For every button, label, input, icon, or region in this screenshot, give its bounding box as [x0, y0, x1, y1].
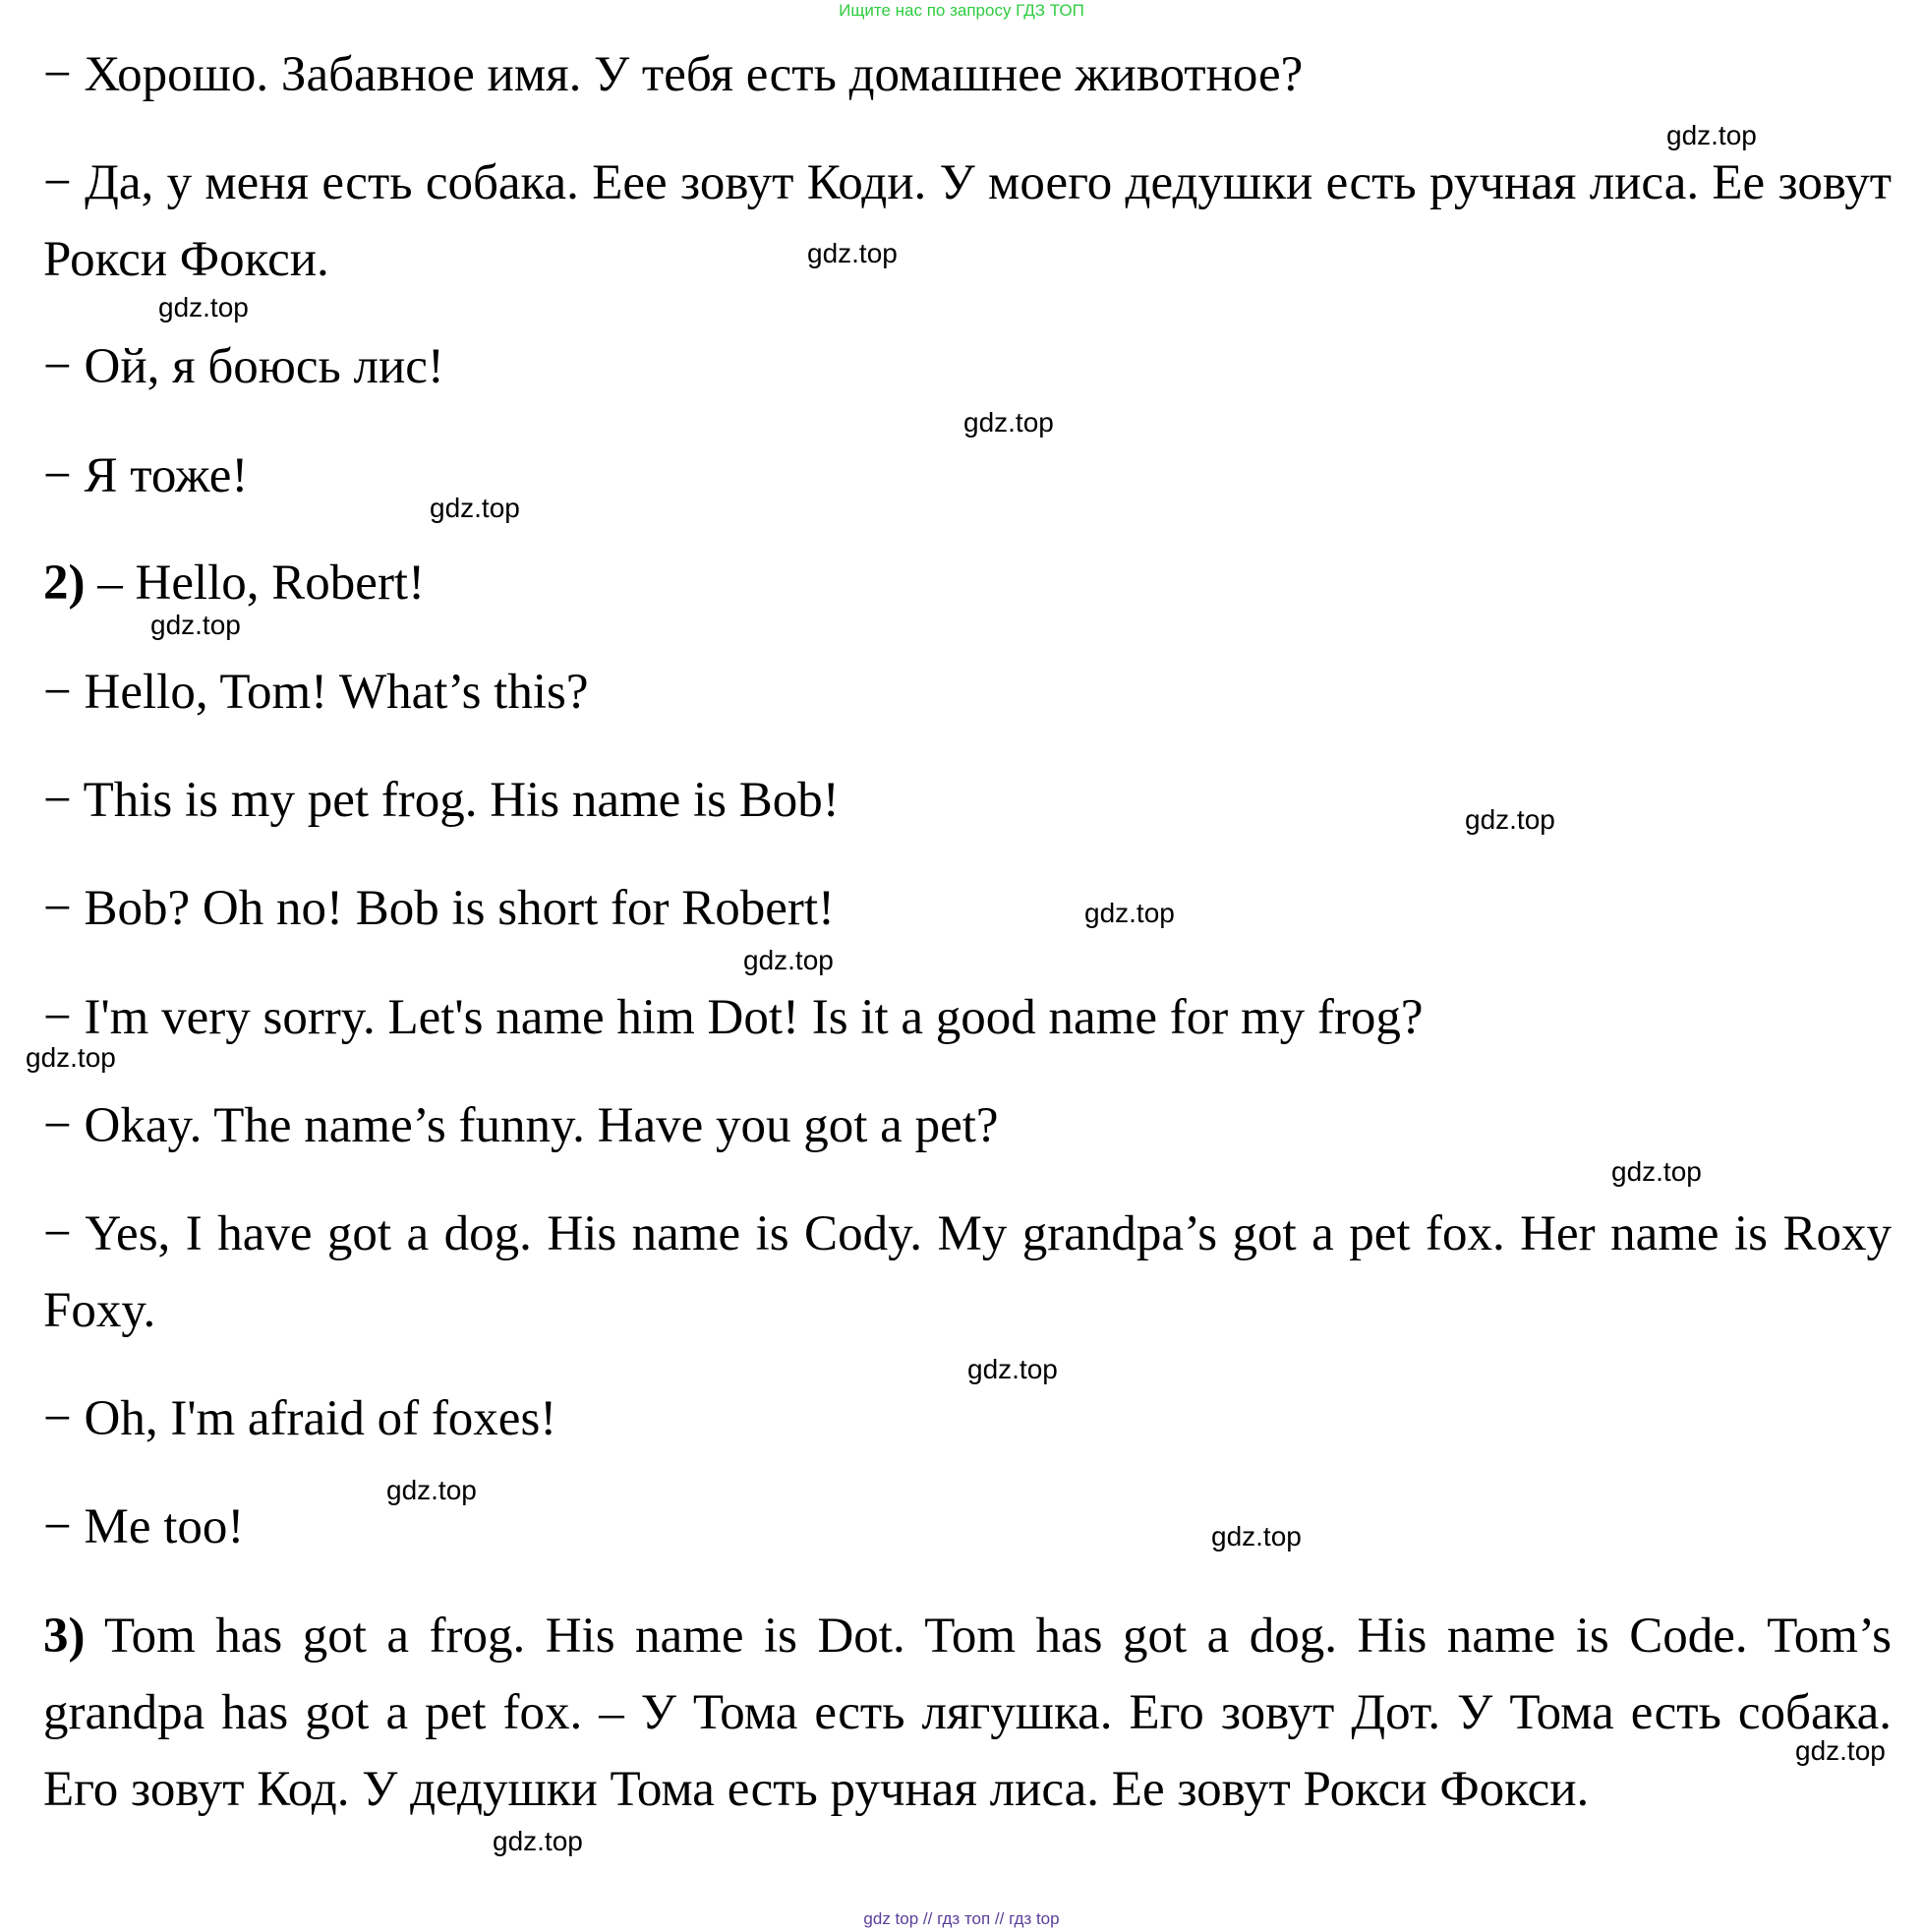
- ru-line-1: − Хорошо. Забавное имя. У тебя есть домашнее животное?: [43, 47, 1304, 102]
- watermark: gdz.top: [963, 407, 1054, 438]
- watermark: gdz.top: [1611, 1156, 1702, 1187]
- watermark: gdz.top: [1465, 804, 1555, 835]
- watermark: gdz.top: [967, 1354, 1058, 1384]
- section-3-number: 3): [43, 1609, 86, 1664]
- section-2-heading: [43, 554, 425, 613]
- section-2-number: 2): [43, 556, 86, 611]
- watermark: gdz.top: [158, 292, 249, 322]
- top-banner[interactable]: Ищите нас по запросу ГДЗ ТОП: [839, 1, 1084, 20]
- watermark: gdz.top: [807, 238, 898, 268]
- en-line-6: − Okay. The name’s funny. Have you got a pet?: [43, 1098, 999, 1153]
- en-line-1: – Hello, Robert!: [85, 556, 426, 611]
- en-line-2: − Hello, Tom! What’s this?: [43, 665, 589, 720]
- en-line-4: − Bob? Oh no! Bob is short for Robert!: [43, 881, 836, 936]
- watermark: gdz.top: [430, 493, 520, 523]
- ru-line-4: − Я тоже!: [43, 448, 249, 503]
- en-line-3: − This is my pet frog. His name is Bob!: [43, 773, 840, 828]
- en-line-9: − Me too!: [43, 1499, 245, 1554]
- ru-line-3: − Ой, я боюсь лис!: [43, 339, 444, 394]
- watermark: gdz.top: [1666, 120, 1757, 150]
- watermark: gdz.top: [150, 610, 241, 640]
- en-line-8: − Oh, I'm afraid of foxes!: [43, 1391, 557, 1446]
- en-line-7: − Yes, I have got a dog. His name is Cody. My grandpa’s got a pet fox. Her name is Roxy Foxy.: [43, 1206, 1892, 1338]
- watermark: gdz.top: [493, 1826, 583, 1856]
- watermark: gdz.top: [386, 1475, 477, 1505]
- watermark: gdz.top: [1795, 1735, 1886, 1766]
- en-line-5: − I'm very sorry. Let's name him Dot! Is it a good name for my frog?: [43, 990, 1424, 1045]
- watermark: gdz.top: [26, 1042, 116, 1073]
- watermark: gdz.top: [743, 945, 834, 975]
- watermark: gdz.top: [1211, 1521, 1302, 1551]
- watermark: gdz.top: [1084, 898, 1175, 928]
- ru-line-2: − Да, у меня есть собака. Еее зовут Коди. У моего дедушки есть ручная лиса. Ее зовут Рокси Фокси.: [43, 155, 1892, 287]
- footer-links[interactable]: gdz top // гдз топ // гдз top: [863, 1909, 1060, 1928]
- section-3-paragraph: [43, 1598, 1892, 1828]
- section-3-text: Tom has got a frog. His name is Dot. Tom has got a dog. His name is Code. Tom’s grandpa has got a pet fox. – У Тома есть лягушка. Его зовут Дот. У Тома есть собака. Его зовут Код. У дедушки Тома есть ручная лиса. Ее зовут Рокси Фокси.: [43, 1609, 1892, 1817]
